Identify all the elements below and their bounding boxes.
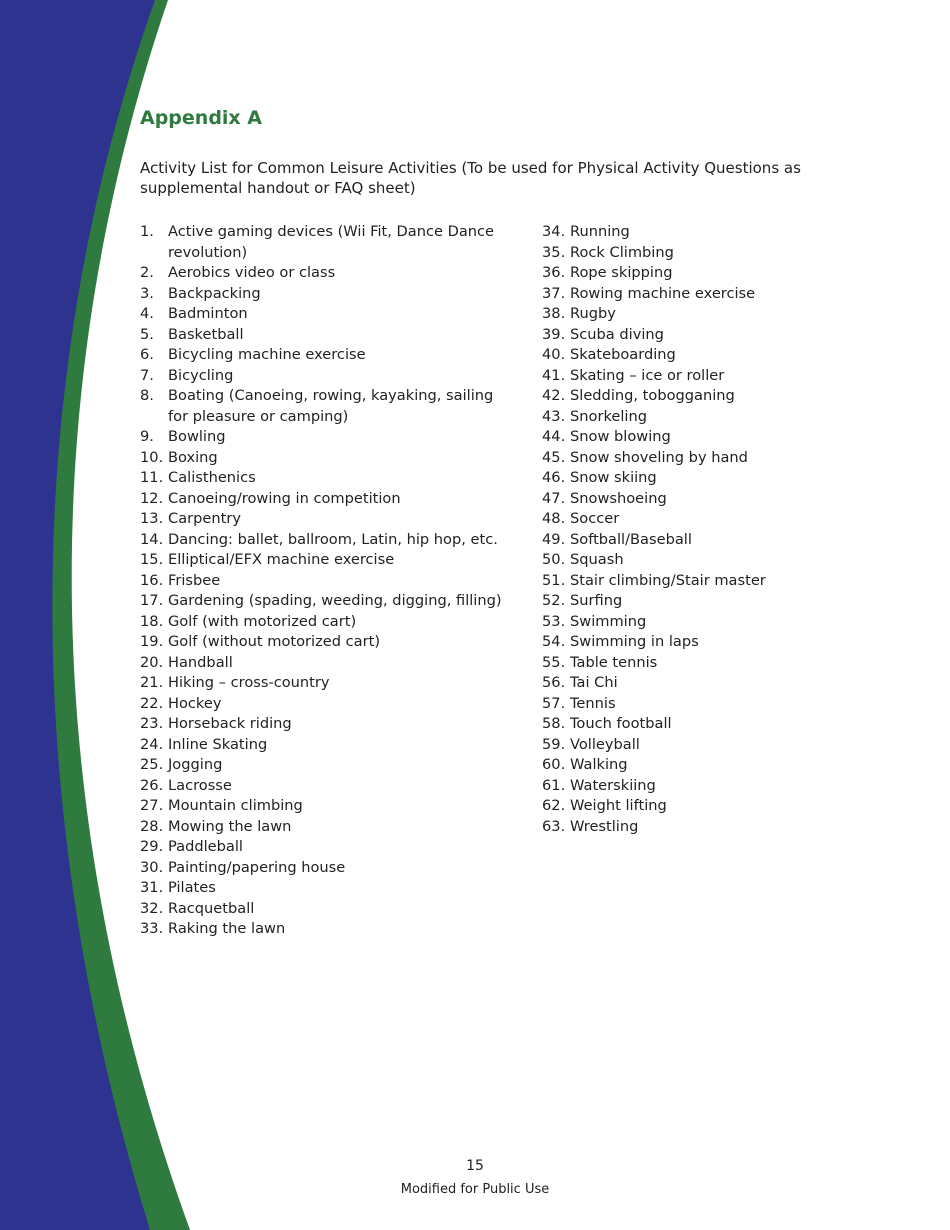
list-item-number: 53.: [542, 612, 566, 630]
list-item-label: Inline Skating: [168, 735, 268, 753]
list-item: [140, 653, 515, 674]
list-item: [542, 345, 842, 366]
list-item-number: 31.: [140, 879, 164, 896]
list-item-label: Horseback riding: [168, 715, 292, 732]
list-item-label: Rock Climbing: [570, 243, 674, 261]
list-item-number: 7.: [140, 366, 154, 384]
list-item-number: 22.: [140, 694, 164, 712]
list-item: [140, 591, 515, 612]
list-item-number: 38.: [542, 305, 566, 322]
list-item: [542, 386, 842, 407]
list-item: [140, 817, 515, 838]
list-item-label: Golf (without motorized cart): [168, 633, 381, 650]
list-item-label: Aerobics video or class: [168, 264, 336, 281]
list-item-label: Boating (Canoeing, rowing, kayaking, sailing for pleasure or camping): [168, 387, 494, 425]
list-item-number: 58.: [542, 715, 566, 732]
list-item-number: 29.: [140, 838, 164, 855]
list-item: [542, 755, 842, 776]
list-item-label: Weight lifting: [570, 797, 667, 814]
list-item-label: Surfing: [570, 592, 623, 609]
list-item-label: Bowling: [168, 428, 226, 445]
list-item-label: Bicycling machine exercise: [168, 346, 366, 363]
list-item-number: 3.: [140, 284, 154, 302]
list-item: [140, 837, 515, 858]
list-item-number: 25.: [140, 756, 164, 773]
list-item-label: Bicycling: [168, 366, 234, 384]
list-item-label: Table tennis: [570, 653, 658, 671]
list-item-label: Running: [570, 223, 630, 240]
list-item: [140, 632, 515, 653]
list-item-number: 37.: [542, 284, 566, 302]
activity-list-right: [542, 222, 842, 837]
list-item-number: 16.: [140, 571, 164, 589]
list-item-label: Rugby: [570, 305, 616, 322]
list-item-label: Touch football: [570, 715, 672, 732]
list-item-number: 23.: [140, 715, 164, 732]
list-item: [140, 427, 515, 448]
list-item: [542, 694, 842, 715]
list-item-label: Snowshoeing: [570, 489, 667, 507]
list-item: [140, 694, 515, 715]
list-item: [542, 489, 842, 510]
list-item: [140, 796, 515, 817]
list-item: [542, 673, 842, 694]
list-item: [542, 632, 842, 653]
list-item-label: Sledding, tobogganing: [570, 387, 735, 404]
list-item-label: Swimming in laps: [570, 633, 699, 650]
list-item-number: 44.: [542, 428, 566, 445]
activity-list-left: [140, 222, 515, 940]
list-item-label: Gardening (spading, weeding, digging, filling): [168, 592, 502, 609]
list-item: [140, 612, 515, 633]
list-item-number: 62.: [542, 797, 566, 814]
list-item-number: 4.: [140, 305, 154, 322]
list-item-number: 54.: [542, 633, 566, 650]
list-item-label: Snorkeling: [570, 407, 647, 425]
list-item-label: Wrestling: [570, 817, 639, 835]
list-item-number: 57.: [542, 694, 566, 712]
list-item-number: 51.: [542, 571, 566, 589]
list-item-label: Frisbee: [168, 571, 221, 589]
list-item-number: 28.: [140, 817, 164, 835]
list-item-number: 45.: [542, 448, 566, 466]
list-item-label: Canoeing/rowing in competition: [168, 489, 401, 507]
list-item-number: 41.: [542, 366, 566, 384]
list-item-label: Mountain climbing: [168, 797, 303, 814]
list-item-number: 63.: [542, 817, 566, 835]
list-item-number: 5.: [140, 325, 154, 343]
list-item-number: 2.: [140, 264, 154, 281]
list-item-number: 12.: [140, 489, 164, 507]
list-item-label: Skating – ice or roller: [570, 366, 725, 384]
list-item-number: 47.: [542, 489, 566, 507]
list-item-number: 20.: [140, 653, 164, 671]
list-item-number: 11.: [140, 469, 164, 486]
list-item: [542, 735, 842, 756]
list-item: [140, 673, 515, 694]
list-item-label: Carpentry: [168, 510, 241, 527]
list-item: [140, 755, 515, 776]
list-item: [140, 571, 515, 592]
page-heading: Appendix A: [140, 107, 263, 129]
list-item-number: 56.: [542, 674, 566, 691]
list-item-label: Painting/papering house: [168, 858, 346, 876]
list-item-number: 59.: [542, 735, 566, 753]
list-item: [140, 919, 515, 940]
list-item-label: Hockey: [168, 694, 222, 712]
intro-paragraph: Activity List for Common Leisure Activities (To be used for Physical Activity Questions as supplemental handout or FAQ sheet): [140, 159, 801, 197]
list-item: [542, 304, 842, 325]
page-number: 15: [466, 1158, 484, 1174]
list-item-label: Skateboarding: [570, 346, 676, 363]
list-item-label: Badminton: [168, 305, 248, 322]
list-item-number: 40.: [542, 346, 566, 363]
list-item-number: 19.: [140, 633, 164, 650]
list-item-label: Dancing: ballet, ballroom, Latin, hip hop, etc.: [168, 530, 498, 548]
list-item: [542, 612, 842, 633]
list-item-label: Squash: [570, 551, 624, 568]
list-item-label: Scuba diving: [570, 325, 664, 343]
list-item-label: Soccer: [570, 510, 620, 527]
list-item-number: 8.: [140, 387, 154, 404]
list-item-number: 32.: [140, 899, 164, 917]
list-item-label: Active gaming devices (Wii Fit, Dance Dance revolution): [168, 223, 495, 261]
list-item: [542, 550, 842, 571]
list-item-label: Backpacking: [168, 284, 261, 302]
list-item-number: 50.: [542, 551, 566, 568]
list-item-number: 26.: [140, 776, 164, 794]
list-item-label: Mowing the lawn: [168, 817, 292, 835]
list-item-number: 55.: [542, 653, 566, 671]
list-item-number: 24.: [140, 735, 164, 753]
list-item-label: Rope skipping: [570, 264, 673, 281]
list-item-label: Jogging: [168, 756, 223, 773]
list-item-number: 9.: [140, 428, 154, 445]
list-item: [140, 878, 515, 899]
list-item: [542, 366, 842, 387]
list-item-label: Lacrosse: [168, 776, 232, 794]
list-item-number: 36.: [542, 264, 566, 281]
list-item: [542, 776, 842, 797]
list-item: [140, 304, 515, 325]
list-item-number: 27.: [140, 797, 164, 814]
list-item: [140, 735, 515, 756]
list-item: [542, 817, 842, 838]
list-item-number: 14.: [140, 530, 164, 548]
list-item: [542, 468, 842, 489]
list-item: [542, 263, 842, 284]
list-item-label: Raking the lawn: [168, 920, 286, 937]
list-item: [140, 776, 515, 797]
list-item-number: 43.: [542, 407, 566, 425]
list-item-number: 61.: [542, 776, 566, 794]
list-item-label: Boxing: [168, 448, 218, 466]
list-item-label: Hiking – cross-country: [168, 674, 330, 691]
list-item-label: Walking: [570, 756, 628, 773]
list-item-number: 52.: [542, 592, 566, 609]
list-item: [140, 345, 515, 366]
list-item-label: Golf (with motorized cart): [168, 612, 357, 630]
list-item-number: 39.: [542, 325, 566, 343]
list-item-label: Snow skiing: [570, 469, 657, 486]
list-item: [140, 222, 515, 263]
list-item-label: Tennis: [570, 694, 616, 712]
list-item-number: 6.: [140, 346, 154, 363]
list-item-label: Volleyball: [570, 735, 640, 753]
list-item-number: 42.: [542, 387, 566, 404]
list-item: [542, 653, 842, 674]
list-item-label: Snow shoveling by hand: [570, 448, 748, 466]
list-item: [140, 489, 515, 510]
list-item: [542, 284, 842, 305]
list-item: [140, 509, 515, 530]
list-item: [140, 530, 515, 551]
list-item-label: Softball/Baseball: [570, 530, 692, 548]
list-item: [542, 427, 842, 448]
list-item-number: 49.: [542, 530, 566, 548]
list-item-label: Calisthenics: [168, 469, 256, 486]
list-item: [542, 571, 842, 592]
list-item: [140, 386, 515, 427]
list-item-label: Basketball: [168, 325, 244, 343]
list-item: [542, 591, 842, 612]
list-item-label: Stair climbing/Stair master: [570, 571, 766, 589]
list-item-number: 17.: [140, 592, 164, 609]
list-item-label: Elliptical/EFX machine exercise: [168, 551, 395, 568]
list-item-number: 35.: [542, 243, 566, 261]
list-item-number: 60.: [542, 756, 566, 773]
list-item: [140, 468, 515, 489]
list-item-label: Tai Chi: [570, 674, 618, 691]
list-item: [542, 509, 842, 530]
list-item-number: 1.: [140, 223, 154, 240]
list-item-label: Waterskiing: [570, 776, 656, 794]
list-item-number: 21.: [140, 674, 164, 691]
list-item: [140, 858, 515, 879]
list-item: [140, 899, 515, 920]
list-item-number: 48.: [542, 510, 566, 527]
list-item-number: 33.: [140, 920, 164, 937]
list-item: [140, 284, 515, 305]
list-item-number: 18.: [140, 612, 164, 630]
list-item-number: 15.: [140, 551, 164, 568]
list-item: [542, 407, 842, 428]
list-item: [140, 714, 515, 735]
list-item-label: Handball: [168, 653, 233, 671]
list-item-number: 46.: [542, 469, 566, 486]
list-item-label: Paddleball: [168, 838, 243, 855]
list-item-label: Rowing machine exercise: [570, 284, 756, 302]
list-item: [542, 325, 842, 346]
list-item: [140, 325, 515, 346]
list-item: [542, 796, 842, 817]
list-item: [140, 448, 515, 469]
list-item-label: Snow blowing: [570, 428, 671, 445]
list-item-label: Swimming: [570, 612, 647, 630]
footer-note: Modified for Public Use: [400, 1182, 550, 1197]
list-item: [542, 222, 842, 243]
list-item-label: Pilates: [168, 879, 216, 896]
list-item: [542, 714, 842, 735]
list-item-number: 13.: [140, 510, 164, 527]
list-item: [542, 448, 842, 469]
list-item: [542, 243, 842, 264]
list-item-label: Racquetball: [168, 899, 255, 917]
list-item-number: 30.: [140, 858, 164, 876]
list-item: [140, 263, 515, 284]
list-item-number: 34.: [542, 223, 566, 240]
list-item-number: 10.: [140, 448, 164, 466]
list-item: [140, 550, 515, 571]
list-item: [140, 366, 515, 387]
list-item: [542, 530, 842, 551]
